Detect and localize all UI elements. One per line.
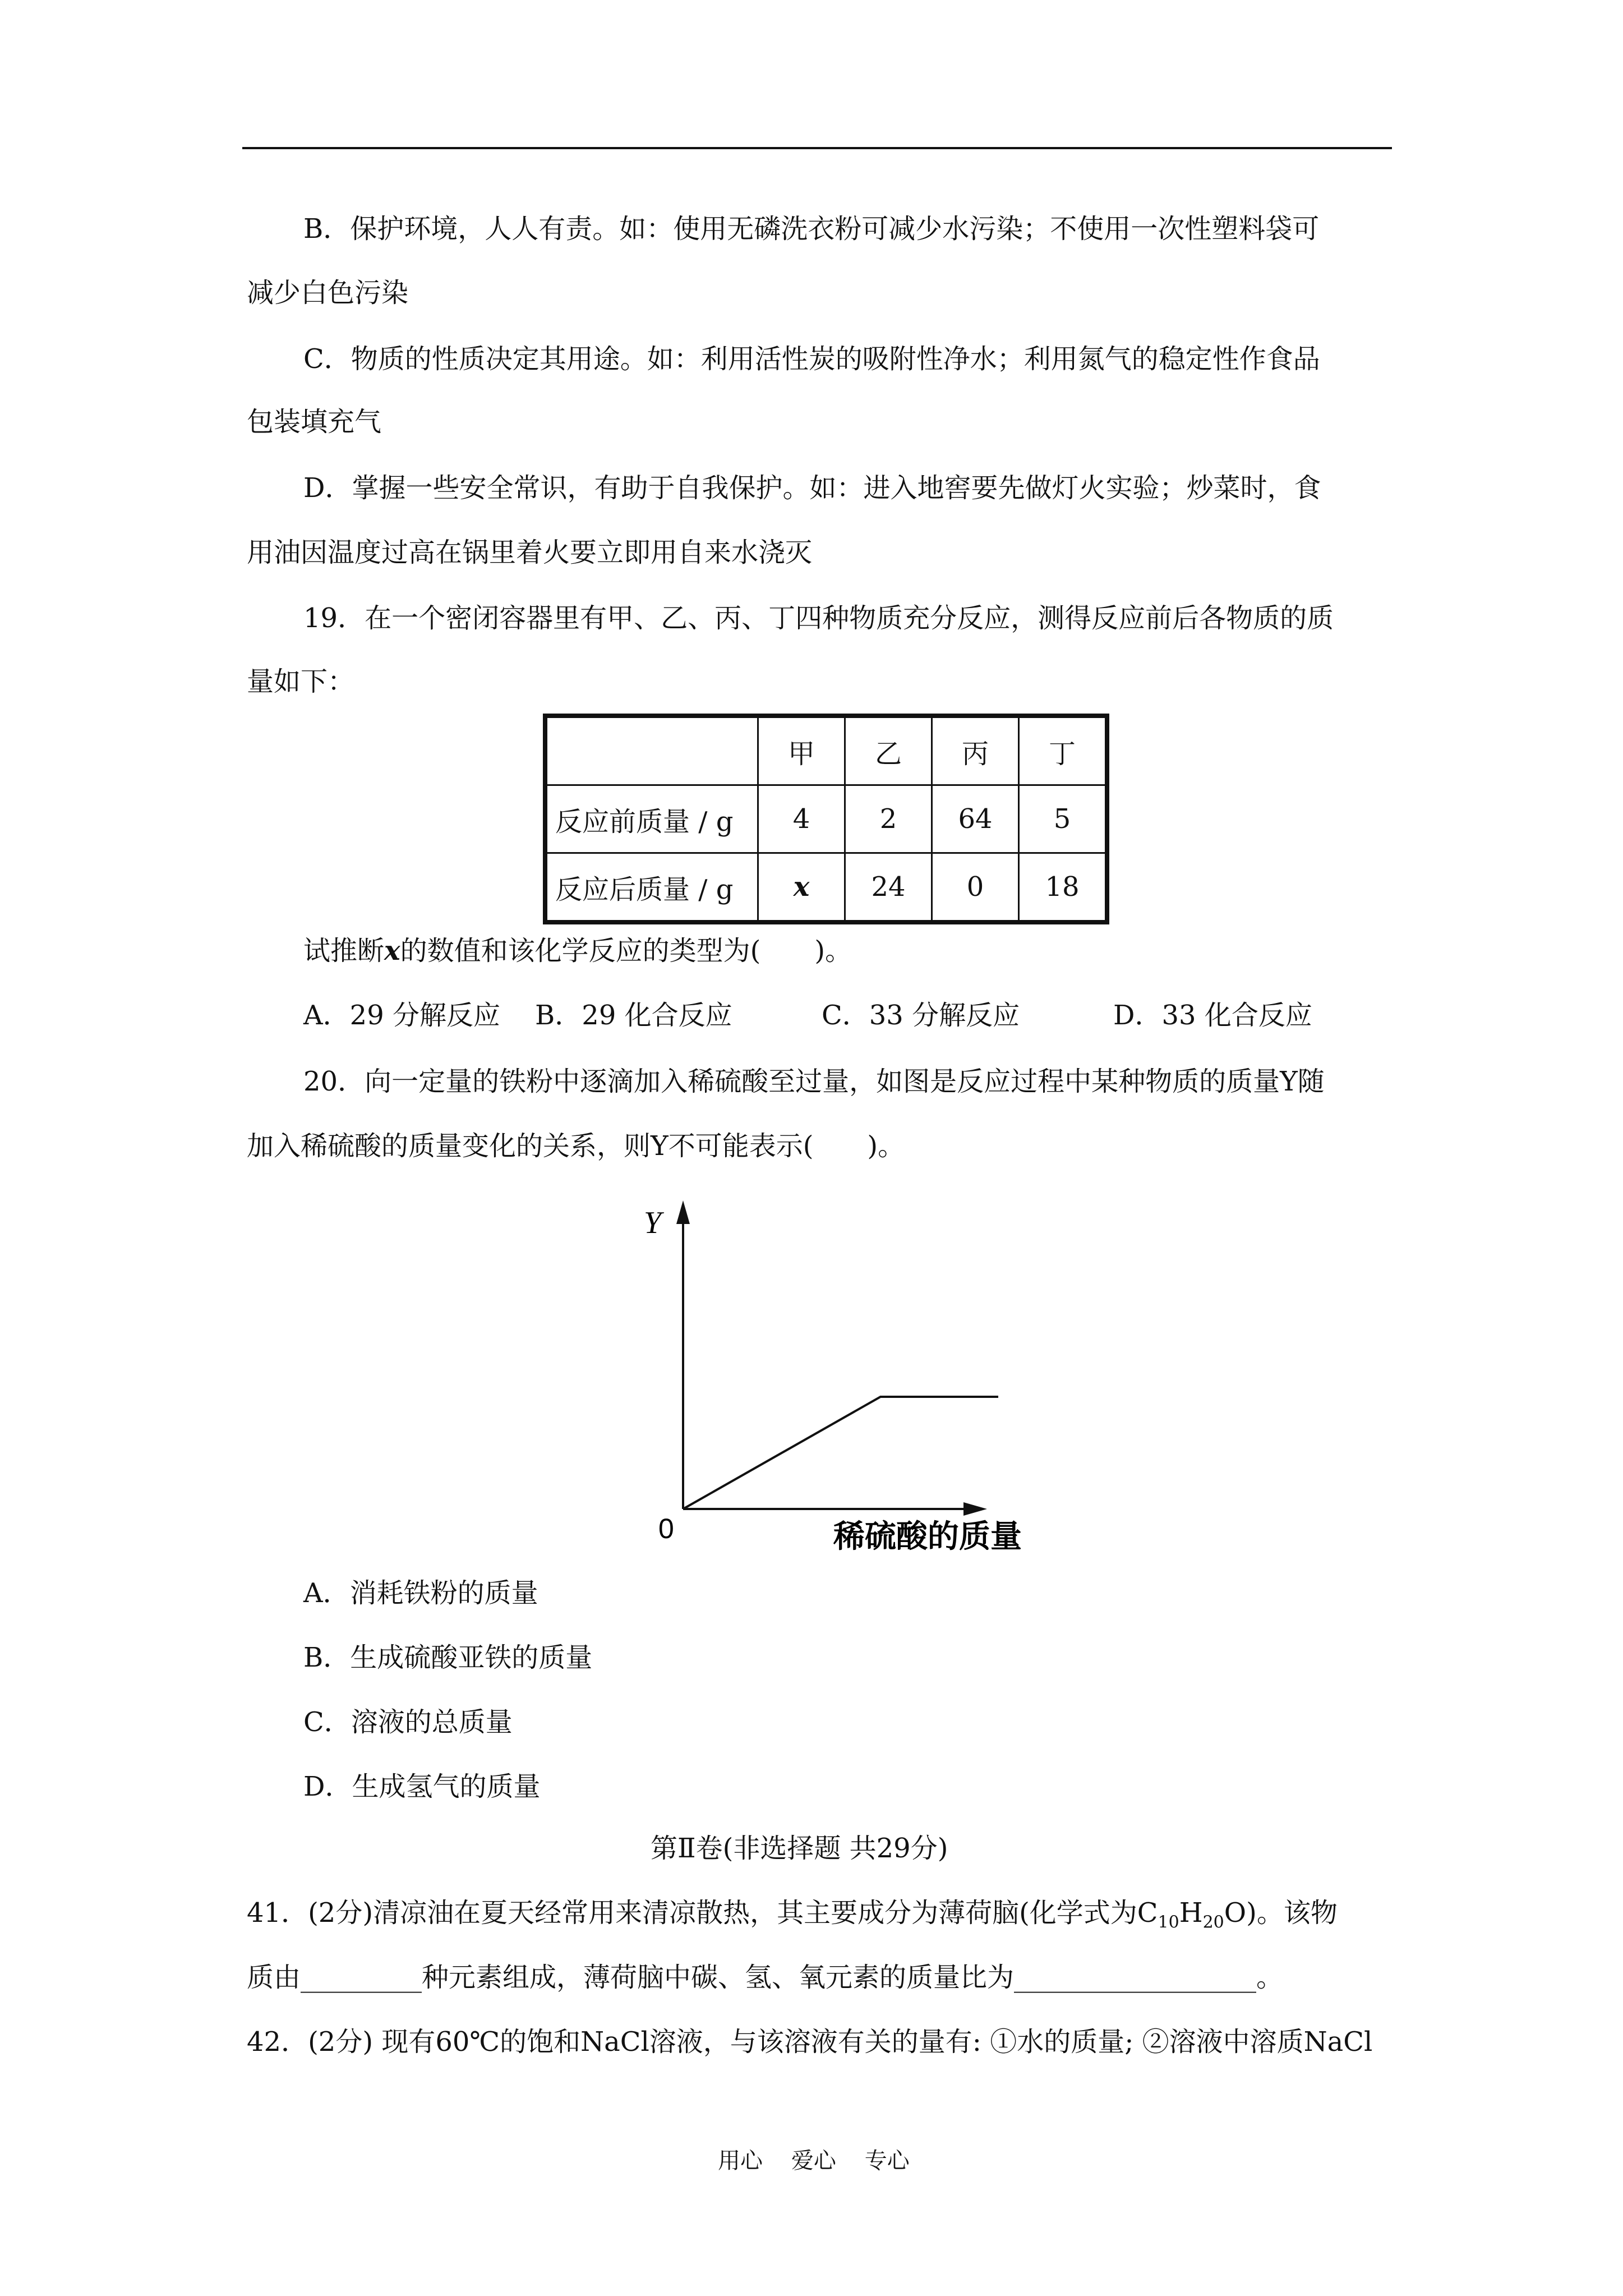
- cell-before-yi: 2: [845, 785, 932, 853]
- table-header-ding: 丁: [1019, 716, 1108, 785]
- cell-after-ding: 18: [1019, 853, 1108, 923]
- graph-curve: [683, 1397, 998, 1509]
- q19-option-b: B．29 化合反应: [535, 1000, 732, 1031]
- q41-subscript-h: 20: [1202, 1912, 1224, 1932]
- cell-before-jia: 4: [758, 785, 845, 853]
- q20-option-c: C．溶液的总质量: [303, 1706, 513, 1738]
- cell-before-bing: 64: [932, 785, 1019, 853]
- q19-option-c: C．33 分解反应: [822, 1000, 1020, 1031]
- table-header-bing: 丙: [932, 716, 1019, 785]
- section-title: 第Ⅱ卷(非选择题 共29分): [651, 1833, 948, 1864]
- option-c-line2: 包装填充气: [247, 406, 382, 438]
- q41-line1-end: O)。该物: [1224, 1897, 1338, 1929]
- row-label-before: 反应前质量 / g: [545, 785, 758, 853]
- q20-line2: 加入稀硫酸的质量变化的关系，则Y不可能表示( )。: [247, 1130, 905, 1162]
- row-label-after: 反应后质量 / g: [545, 853, 758, 923]
- table-header-yi: 乙: [845, 716, 932, 785]
- q19-line2: 量如下：: [247, 666, 355, 697]
- q41-subscript-c: 10: [1158, 1912, 1179, 1932]
- option-c-line1: C．物质的性质决定其用途。如：利用活性炭的吸附性净水；利用氮气的稳定性作食品: [303, 343, 1320, 375]
- option-b-line2: 减少白色污染: [247, 277, 409, 309]
- option-b-line1: B．保护环境，人人有责。如：使用无磷洗衣粉可减少水污染；不使用一次性塑料袋可: [303, 213, 1320, 245]
- cell-after-yi: 24: [845, 853, 932, 923]
- q20-option-b: B．生成硫酸亚铁的质量: [303, 1642, 593, 1673]
- q41-line1: [247, 1896, 1338, 1940]
- cell-after-jia: x: [758, 853, 845, 923]
- q42-line1: 42．(2分) 现有60℃的饱和NaCl溶液，与该溶液有关的量有: ①水的质量; ②溶液中溶质NaCl: [247, 2026, 1373, 2058]
- q20-option-a: A．消耗铁粉的质量: [303, 1577, 538, 1609]
- reaction-graph: [617, 1195, 1077, 1565]
- option-d-line1: D．掌握一些安全常识，有助于自我保护。如：进入地窖要先做灯火实验；炒菜时，食: [303, 472, 1321, 504]
- y-axis-arrow: [676, 1200, 690, 1224]
- q41-line1-start: 41．(2分)清凉油在夏天经常用来清凉散热，其主要成分为薄荷脑(化学式为C: [247, 1897, 1158, 1929]
- x-axis-arrow: [963, 1502, 987, 1516]
- header-rule: [242, 147, 1392, 149]
- table-header-blank: [545, 716, 758, 785]
- y-axis-label: Y: [644, 1205, 662, 1240]
- q19-option-d: D．33 化合反应: [1113, 1000, 1312, 1031]
- cell-before-ding: 5: [1019, 785, 1108, 853]
- table-row-after: [545, 853, 1107, 923]
- q19-prompt-end: 的数值和该化学反应的类型为( )。: [400, 935, 852, 967]
- table-header-row: [545, 716, 1107, 785]
- q41-line2: 质由_________种元素组成，薄荷脑中碳、氢、氧元素的质量比为__________________。: [247, 1962, 1284, 1993]
- option-d-line2: 用油因温度过高在锅里着火要立即用自来水浇灭: [247, 537, 813, 568]
- cell-after-bing: 0: [932, 853, 1019, 923]
- q20-option-d: D．生成氢气的质量: [303, 1771, 541, 1802]
- mass-table: [543, 714, 1109, 924]
- x-axis-label: 稀硫酸的质量: [833, 1519, 1022, 1555]
- q19-prompt-start: 试推断: [303, 935, 385, 967]
- q41-h-symbol: H: [1179, 1897, 1203, 1929]
- q19-option-a: A．29 分解反应: [303, 1000, 501, 1031]
- table-row-before: [545, 785, 1107, 853]
- table-header-jia: 甲: [758, 716, 845, 785]
- q19-line1: 19．在一个密闭容器里有甲、乙、丙、丁四种物质充分反应，测得反应前后各物质的质: [303, 602, 1334, 634]
- origin-label: 0: [658, 1513, 674, 1544]
- page-footer: 用心 爱心 专心: [718, 2148, 910, 2174]
- q20-line1: 20．向一定量的铁粉中逐滴加入稀硫酸至过量，如图是反应过程中某种物质的质量Y随: [303, 1066, 1325, 1097]
- q19-prompt-variable: x: [384, 935, 400, 967]
- q19-prompt: [303, 934, 852, 968]
